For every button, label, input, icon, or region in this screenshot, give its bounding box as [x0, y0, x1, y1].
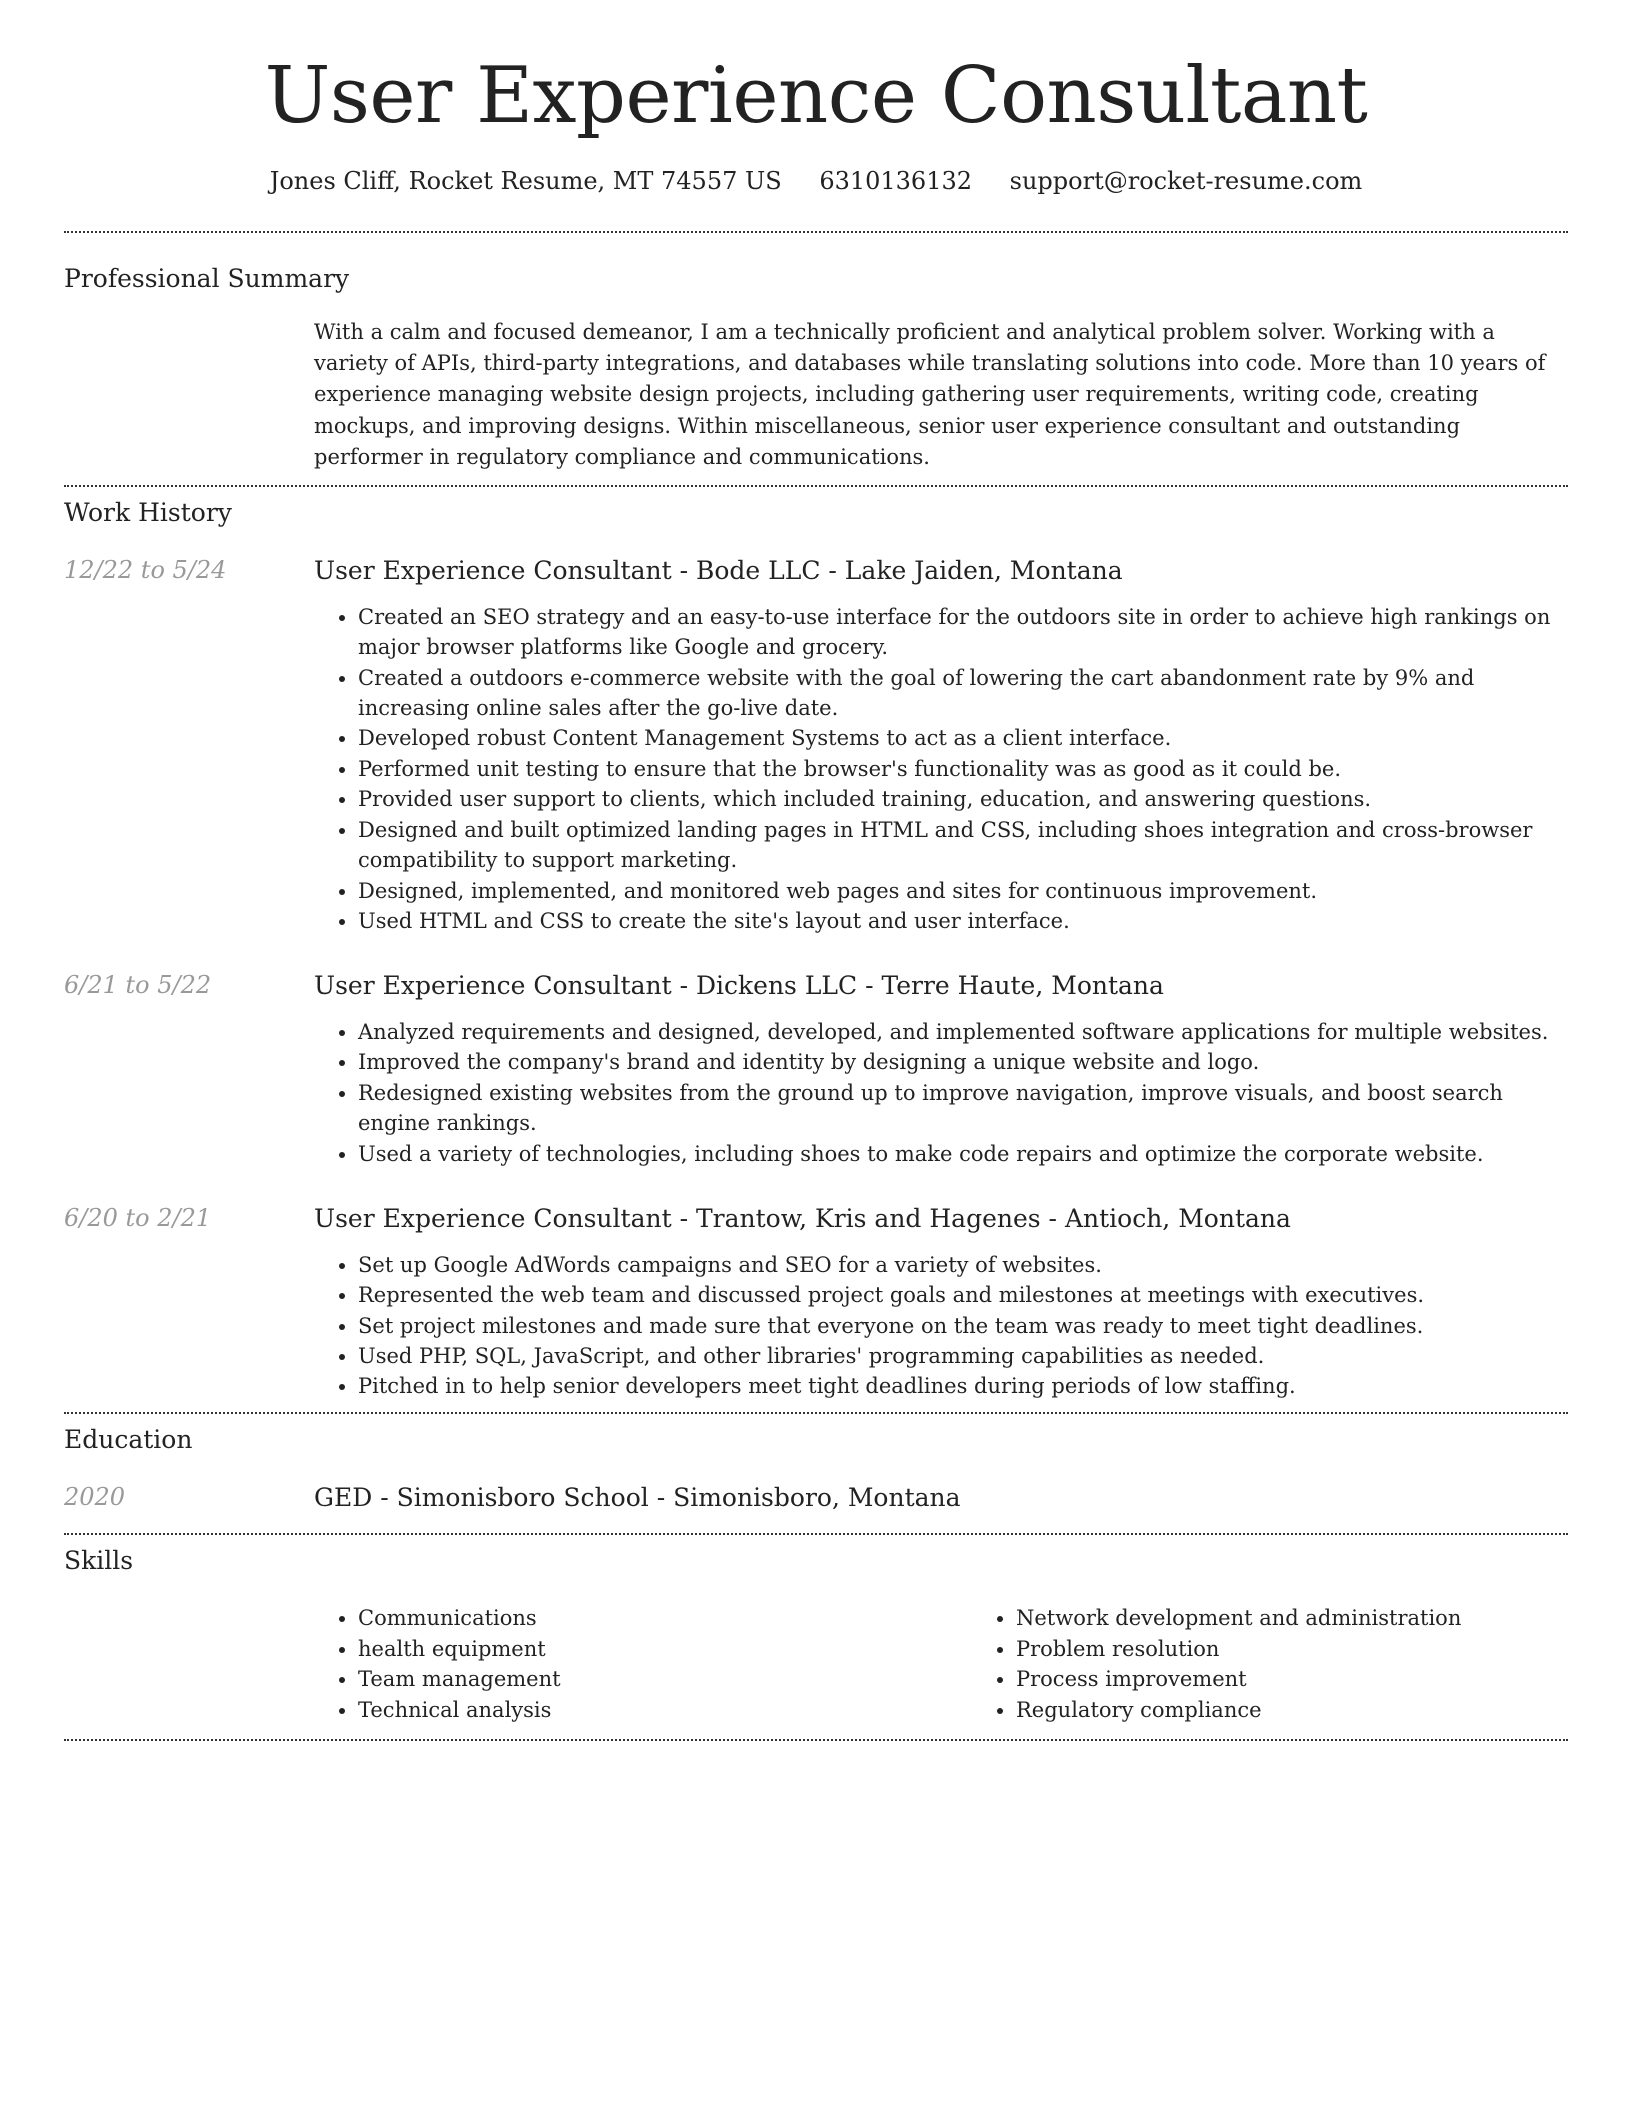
education-section	[64, 1414, 1568, 1515]
resume-header	[64, 0, 1568, 197]
contact-phone: 6310136132	[819, 166, 973, 195]
job-bullet-list	[314, 1250, 1568, 1402]
skill-item: • Communications	[358, 1603, 972, 1633]
skills-list-left	[314, 1603, 972, 1725]
education-entry	[64, 1482, 1568, 1515]
job-bullet: • Set project milestones and made sure that everyone on the team was ready to meet tight deadlines.	[358, 1311, 1568, 1341]
skills-left-spacer	[64, 1603, 314, 1725]
job-bullet: • Pitched in to help senior developers meet tight deadlines during periods of low staffing.	[358, 1371, 1568, 1401]
job-dates: 6/20 to 2/21	[64, 1204, 212, 1233]
skills-list-right	[972, 1603, 1568, 1725]
skill-item: • Team management	[358, 1664, 972, 1694]
contact-line	[64, 166, 1568, 197]
work-history-title: Work History	[64, 497, 232, 527]
skill-item: • Technical analysis	[358, 1695, 972, 1725]
job-entry	[64, 1203, 1568, 1402]
job-bullet: • Provided user support to clients, which included training, education, and answering questions.	[358, 784, 1568, 814]
section-divider	[64, 1739, 1568, 1741]
job-dates: 6/21 to 5/22	[64, 971, 212, 1000]
education-title: Education	[64, 1424, 193, 1454]
job-bullet: • Created a outdoors e-commerce website with the goal of lowering the cart abandonment rate by 9% and increasing online sales after the go-live date.	[358, 663, 1568, 724]
job-bullet: • Performed unit testing to ensure that the browser's functionality was as good as it could be.	[358, 754, 1568, 784]
contact-address: Jones Cliff, Rocket Resume, MT 74557 US	[269, 166, 782, 195]
job-bullet: • Designed and built optimized landing pages in HTML and CSS, including shoes integration and cross-browser compatibility to support marketing.	[358, 815, 1568, 876]
summary-section	[64, 233, 1568, 473]
skill-item: • Process improvement	[1016, 1664, 1568, 1694]
job-entry	[64, 970, 1568, 1169]
job-bullet: • Improved the company's brand and identity by designing a unique website and logo.	[358, 1047, 1568, 1077]
job-bullet: • Analyzed requirements and designed, developed, and implemented software applications for multiple websites.	[358, 1017, 1568, 1047]
skills-title: Skills	[64, 1545, 134, 1575]
skills-section	[64, 1535, 1568, 1725]
job-bullet: • Designed, implemented, and monitored web pages and sites for continuous improvement.	[358, 876, 1568, 906]
job-bullet: • Used PHP, SQL, JavaScript, and other libraries' programming capabilities as needed.	[358, 1341, 1568, 1371]
job-entry	[64, 555, 1568, 936]
skills-grid	[314, 1603, 1568, 1725]
contact-email: support@rocket-resume.com	[1009, 166, 1363, 195]
job-dates: 12/22 to 5/24	[64, 556, 227, 585]
summary-text: With a calm and focused demeanor, I am a technically proficient and analytical problem solver. Working with a variety of APIs, third-party integrations, and databases while translating solutions into code. More than 10 years of experience managing website design projects, including gathering user requirements, writing code, creating mockups, and improving designs. Within miscellaneous, senior user experience consultant and outstanding performer in regulatory compliance and communications.	[314, 320, 1546, 469]
job-bullet: • Developed robust Content Management Systems to act as a client interface.	[358, 723, 1568, 753]
education-year: 2020	[64, 1483, 126, 1512]
summary-left-spacer	[64, 317, 314, 472]
resume-name: User Experience Consultant	[264, 51, 1368, 141]
job-bullet: • Created an SEO strategy and an easy-to-use interface for the outdoors site in order to achieve high rankings on major browser platforms like Google and grocery.	[358, 602, 1568, 663]
job-bullet: • Used HTML and CSS to create the site's layout and user interface.	[358, 906, 1568, 936]
job-bullet: • Represented the web team and discussed project goals and milestones at meetings with executives.	[358, 1280, 1568, 1310]
skill-item: • Problem resolution	[1016, 1634, 1568, 1664]
summary-title: Professional Summary	[64, 263, 350, 293]
skill-item: • Network development and administration	[1016, 1603, 1568, 1633]
job-bullet: • Used a variety of technologies, including shoes to make code repairs and optimize the corporate website.	[358, 1139, 1568, 1169]
job-bullet: • Redesigned existing websites from the ground up to improve navigation, improve visuals, and boost search engine rankings.	[358, 1078, 1568, 1139]
education-heading: GED - Simonisboro School - Simonisboro, Montana	[314, 1483, 961, 1513]
job-heading: User Experience Consultant - Dickens LLC - Terre Haute, Montana	[314, 971, 1164, 1001]
skill-item: • health equipment	[358, 1634, 972, 1664]
work-history-section	[64, 487, 1568, 1402]
job-heading: User Experience Consultant - Bode LLC - Lake Jaiden, Montana	[314, 556, 1123, 586]
skill-item: • Regulatory compliance	[1016, 1695, 1568, 1725]
job-heading: User Experience Consultant - Trantow, Kris and Hagenes - Antioch, Montana	[314, 1204, 1291, 1234]
job-bullet-list	[314, 1017, 1568, 1169]
job-bullet: • Set up Google AdWords campaigns and SEO for a variety of websites.	[358, 1250, 1568, 1280]
job-bullet-list	[314, 602, 1568, 937]
